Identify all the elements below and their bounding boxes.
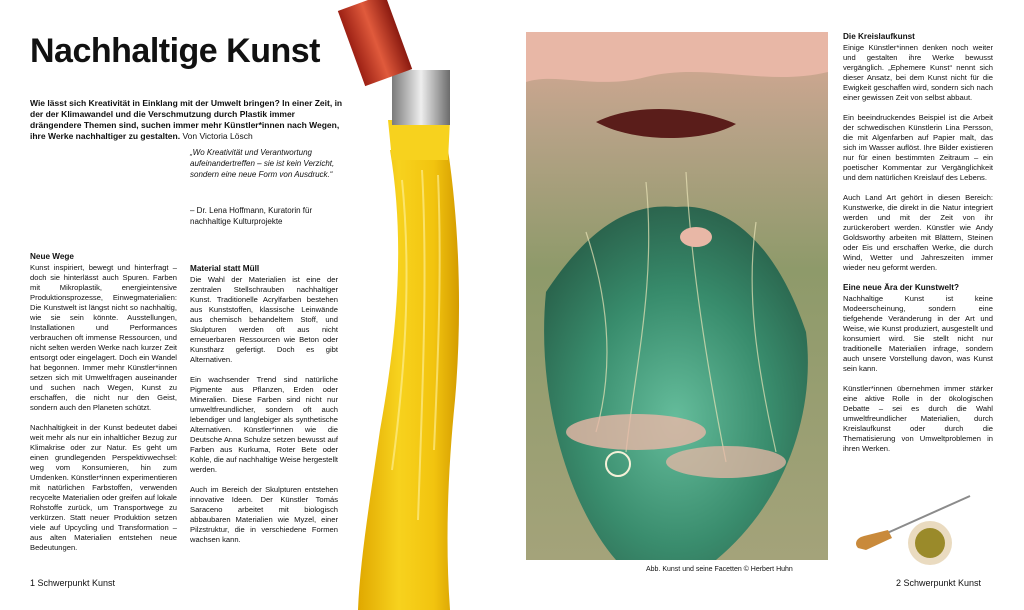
pull-quote: „Wo Kreativität und Verantwortung aufeinandertreffen – sie ist kein Verzicht, sondern eine neue Form von Ausdruck.“ [190, 148, 335, 179]
paragraph: Auch Land Art gehört in diesen Bereich: Kunstwerke, die direkt in die Natur integriert werden und mit der Zeit von ihr zurückerobert werden. Künstler wie Andy Goldsworthy arbeiten mit Blättern, Steinen oder Eis und erschaffen Werke, die durch Wind, Wetter und Jahreszeiten immer wieder neu geformt werden. [843, 193, 993, 272]
paragraph: Ein wachsender Trend sind natürliche Pigmente aus Pflanzen, Erden oder Mineralien. Diese Farben sind nicht nur umweltfreundlicher, sondern oft auch lebendiger und langlebiger als synthetische Alternativen. Künstler*innen wie die Deutsche Anna Schulze setzen bewusst auf Farben aus Kurkuma, Roter Bete oder Kohle, die auf nachhaltige Weise hergestellt werden. [190, 375, 338, 474]
lead-author: Von Victoria Lösch [182, 131, 253, 141]
paragraph: Nachhaltige Kunst ist keine Modeerscheinung, sondern eine tiefgehende Veränderung in der Art und Weise, wie Kunst produziert, ausgestellt und konsumiert wird. Sie stellt nicht nur traditionelle Materialien infrage, sondern auch unsere Vorstellung davon, was Kunst sein kann. [843, 294, 993, 373]
photo-caption: Abb. Kunst und seine Facetten © Herbert Huhn [646, 566, 793, 573]
article-title: Nachhaltige Kunst [30, 32, 320, 70]
column-1 [30, 252, 177, 563]
page-number-right: 2 Schwerpunkt Kunst [896, 578, 982, 588]
paragraph: Ein beeindruckendes Beispiel ist die Arbeit der schwedischen Künstlerin Lina Persson, die mit Algenfarben auf Papier malt, das sich im Wasser auflöst. Ihre Bilder existieren nur für einen bestimmten Zeitraum – ein poetischer Kommentar zur Vergänglichkeit und dem natürlichen Kreislauf des Lebens. [843, 113, 993, 182]
paragraph: Einige Künstler*innen denken noch weiter und gestalten ihre Werke bewusst vergänglich. „Ephemere Kunst“ nennt sich dieser Ansatz, bei dem Kunst nicht für die Ewigkeit geschaffen wird, sondern sich nach einer gewissen Zeit von selbst abbaut. [843, 43, 993, 102]
fluid-art-photo [526, 32, 828, 560]
heading-neue-aera: Eine neue Ära der Kunstwelt? [843, 283, 960, 292]
paragraph: Künstler*innen übernehmen immer stärker eine aktive Rolle in der ökologischen Debatte – sei es durch die Wahl umweltfreundlicher Materialien, durch Kreislaufkunst oder durch die Thematisierung von Umweltproblemen in ihren Werken. [843, 384, 993, 453]
lead-text: Wie lässt sich Kreativität in Einklang mit der Umwelt bringen? In einer Zeit, in der der Klimawandel und die Verschmutzung durch Plastik immer drängendere Themen sind, suchen immer mehr Künstler*innen nach Wegen, ihre Werke nachhaltiger zu gestalten. [30, 98, 343, 141]
paragraph: Kunst inspiriert, bewegt und hinterfragt – doch sie hinterlässt auch Spuren. Farben mit Mikroplastik, energieintensive Produktionsprozesse, Einwegmaterialien: Die Kunstwelt ist längst nicht so nachhaltig, wie sie sein könnte. Ausstellungen, Installationen und Performances verbrauchen oft immense Ressourcen, und nicht selten werden Werke nach kurzer Zeit entsorgt oder eingelagert. Doch ein Wandel hat begonnen. Immer mehr Künstler*innen setzen sich mit Umweltfragen auseinander und suchen nach Wegen, Kunst zu erschaffen, die nicht nur den Geist, sondern auch den Planeten schützt. [30, 263, 177, 412]
article-lead [30, 98, 345, 142]
paragraph: Nachhaltigkeit in der Kunst bedeutet dabei weit mehr als nur ein inhaltlicher Bezug zur Klimakrise oder zur Natur. Es geht um einen grundlegenden Perspektivwechsel: weg vom Konsumieren, hin zum Umdenken. Künstler*innen experimentieren mit natürlichen Farbstoffen, verwenden recycelte Materialien oder greifen auf lokale Rohstoffe zurück, um Transportwege zu verkürzen. Statt neuer Produktion setzen viele auf Upcycling und Transformation – aus alten Materialien entstehen neue Bedeutungen. [30, 423, 177, 552]
column-3 [843, 32, 993, 464]
pull-quote-author: – Dr. Lena Hoffmann, Kuratorin für nachhaltige Kulturprojekte [190, 206, 313, 226]
paintbrush-illustration [330, 0, 500, 610]
heading-neue-wege: Neue Wege [30, 252, 74, 261]
heading-material-statt-muell: Material statt Müll [190, 264, 260, 273]
heading-kreislaufkunst: Die Kreislaufkunst [843, 32, 915, 41]
paragraph: Auch im Bereich der Skulpturen entstehen innovative Ideen. Der Künstler Tomás Saraceno arbeitet mit biologisch abbaubaren Materialien wie Myzel, einer Pilzstruktur, die in verschiedene Formen wachsen kann. [190, 485, 338, 544]
palette-knife-illustration [850, 488, 1000, 568]
page-number-left: 1 Schwerpunkt Kunst [30, 578, 116, 588]
column-2 [190, 264, 338, 555]
paragraph: Die Wahl der Materialien ist eine der zentralen Stellschrauben nachhaltiger Kunst. Traditionelle Acrylfarben bestehen aus Kunststoffen, klassische Leinwände aus chemisch behandeltem Stoff, und Skulpturen werden oft aus nicht erneuerbaren Ressourcen wie Beton oder Kunstharz gefertigt. Doch es gibt Alternativen. [190, 275, 338, 364]
